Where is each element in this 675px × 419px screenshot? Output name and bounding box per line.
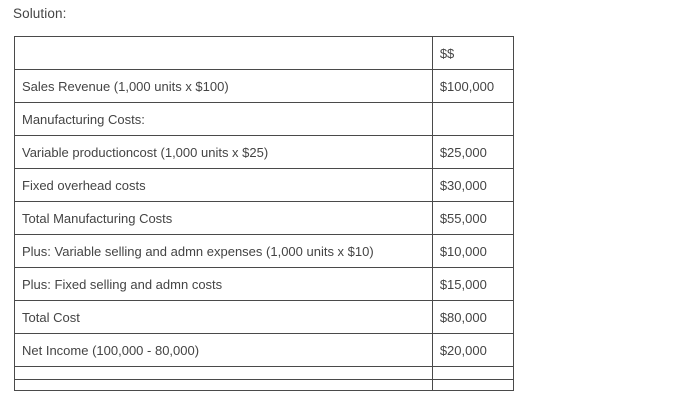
row-label: Plus: Variable selling and admn expenses (1,000 units x $10) [15, 235, 433, 268]
row-label: Variable productioncost (1,000 units x $25) [15, 136, 433, 169]
table-row [15, 136, 514, 169]
row-amount: $55,000 [432, 202, 513, 235]
table-row [15, 202, 514, 235]
row-amount: $80,000 [432, 301, 513, 334]
row-label: Manufacturing Costs: [15, 103, 433, 136]
row-amount [432, 103, 513, 136]
table-row [15, 301, 514, 334]
income-statement-table [14, 36, 514, 391]
row-amount: $20,000 [432, 334, 513, 367]
row-label: Total Cost [15, 301, 433, 334]
empty-cell [15, 380, 433, 391]
header-label-cell [15, 37, 433, 70]
row-amount: $25,000 [432, 136, 513, 169]
row-label: Fixed overhead costs [15, 169, 433, 202]
table-row [15, 70, 514, 103]
row-amount: $10,000 [432, 235, 513, 268]
row-label: Plus: Fixed selling and admn costs [15, 268, 433, 301]
empty-table-row [15, 367, 514, 380]
empty-cell [432, 380, 513, 391]
empty-table-row [15, 380, 514, 391]
table-row [15, 235, 514, 268]
row-amount: $30,000 [432, 169, 513, 202]
row-label: Total Manufacturing Costs [15, 202, 433, 235]
row-label: Sales Revenue (1,000 units x $100) [15, 70, 433, 103]
table-row [15, 268, 514, 301]
row-amount: $100,000 [432, 70, 513, 103]
row-label: Net Income (100,000 - 80,000) [15, 334, 433, 367]
table-header-row [15, 37, 514, 70]
empty-cell [15, 367, 433, 380]
table-row [15, 169, 514, 202]
header-amount-cell: $$ [432, 37, 513, 70]
solution-heading: Solution: [13, 6, 67, 21]
row-amount: $15,000 [432, 268, 513, 301]
empty-cell [432, 367, 513, 380]
table-row [15, 334, 514, 367]
table-row [15, 103, 514, 136]
